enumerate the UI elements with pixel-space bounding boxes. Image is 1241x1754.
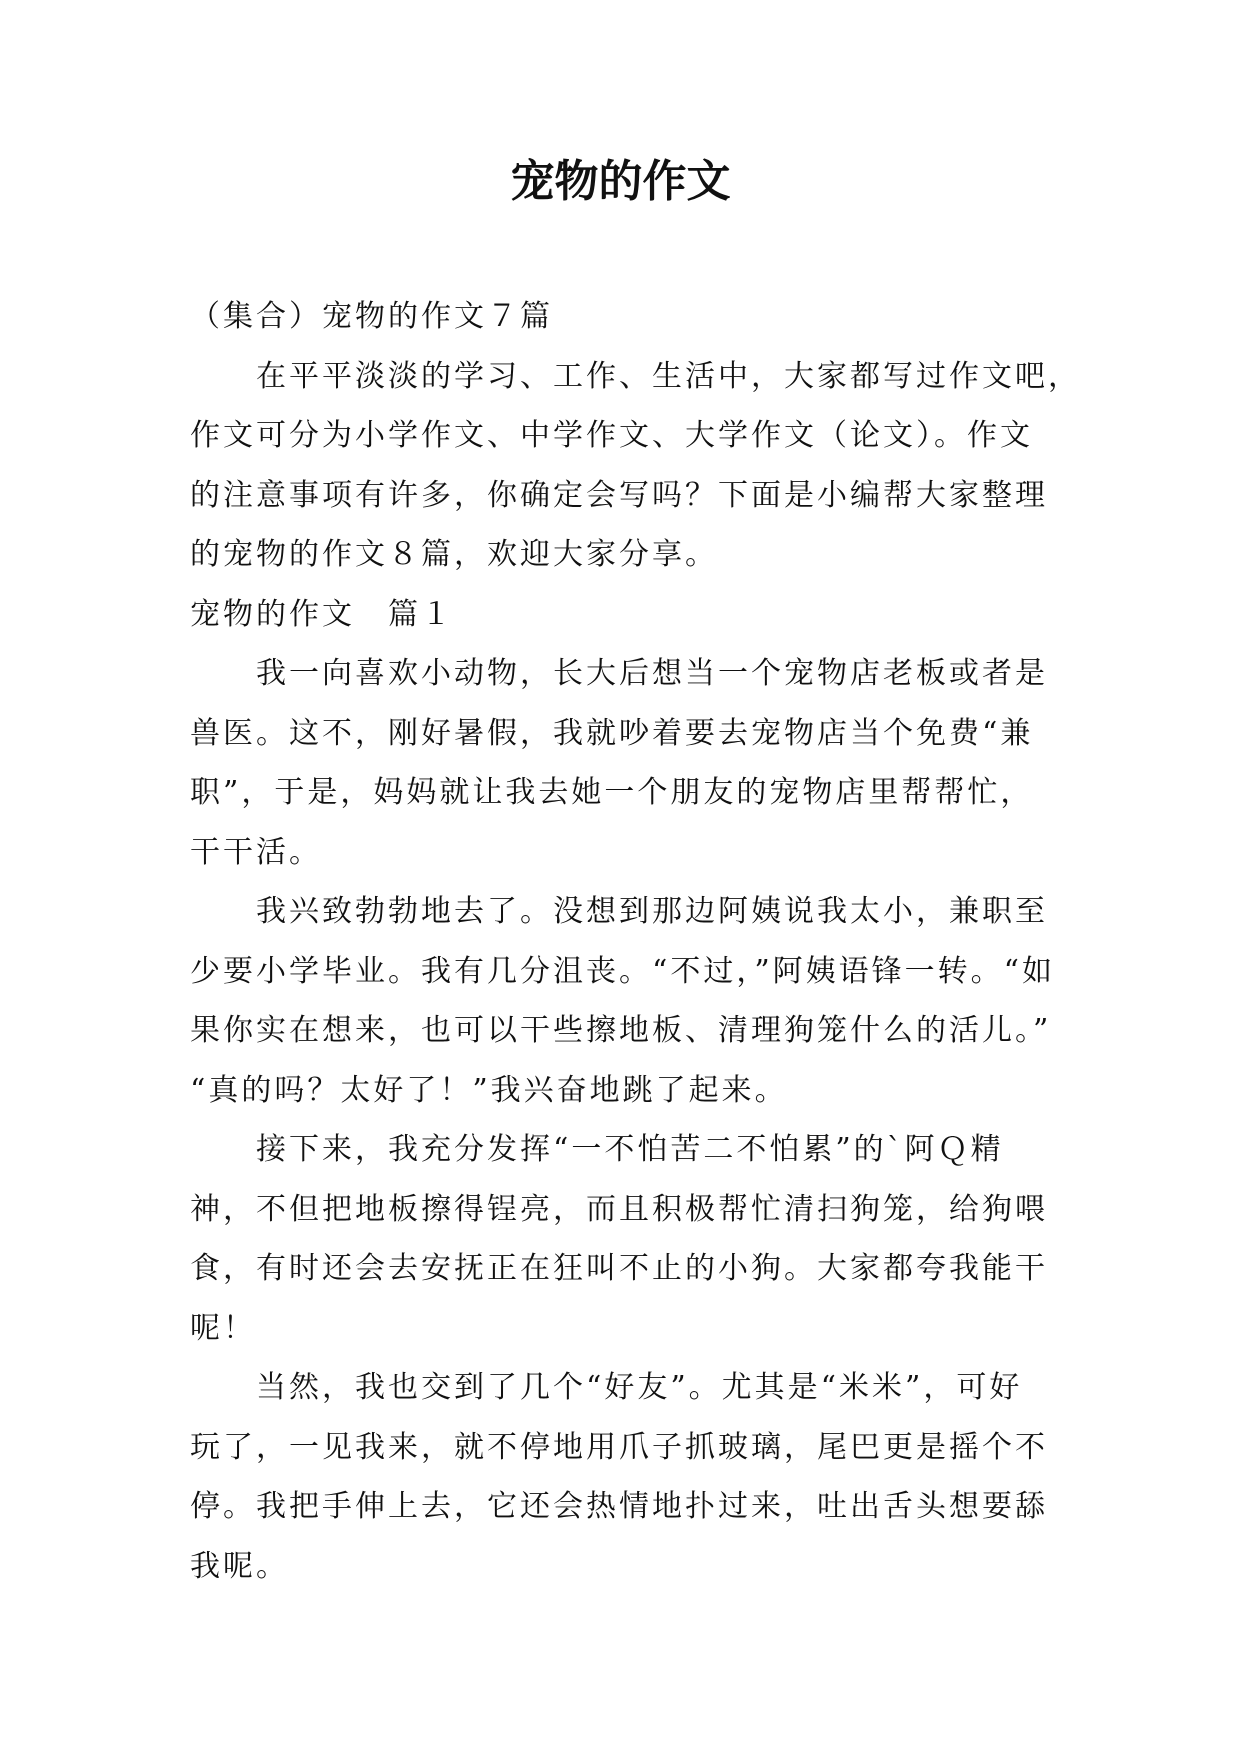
text-line: 职”，于是，妈妈就让我去她一个朋友的宠物店里帮帮忙， (190, 775, 1034, 810)
paragraph-first-line: 当然，我也交到了几个“好友”。尤其是“米米”，可好 (256, 1370, 1023, 1405)
text-line: 作文可分为小学作文、中学作文、大学作文（论文）。作文 (190, 418, 1033, 453)
paragraph-first-line: 接下来，我充分发挥“一不怕苦二不怕累”的`阿Ｑ精 (256, 1132, 1004, 1167)
text-line: 食，有时还会去安抚正在狂叫不止的小狗。大家都夸我能干 (190, 1251, 1048, 1286)
document-title: 宠物的作文 (510, 156, 731, 207)
paragraph-first-line: 我一向喜欢小动物，长大后想当一个宠物店老板或者是 (256, 656, 1048, 691)
text-line: “真的吗？太好了！”我兴奋地跳了起来。 (190, 1072, 788, 1108)
document-body (190, 287, 1081, 1596)
text-line: 果你实在想来，也可以干些擦地板、清理狗笼什么的活儿。” (190, 1013, 1052, 1048)
paragraph-first-line: 在平平淡淡的学习、工作、生活中，大家都写过作文吧， (256, 358, 1081, 394)
text-line: （集合）宠物的作文７篇 (190, 299, 553, 334)
text-line: 宠物的作文 篇１ (190, 596, 454, 632)
text-line: 停。我把手伸上去，它还会热情地扑过来，吐出舌头想要舔 (190, 1489, 1048, 1524)
text-line: 的注意事项有许多，你确定会写吗？下面是小编帮大家整理 (190, 477, 1048, 513)
text-line: 兽医。这不，刚好暑假，我就吵着要去宠物店当个免费“兼 (190, 715, 1034, 751)
text-line: 我呢。 (190, 1548, 289, 1584)
text-line: 呢！ (190, 1310, 256, 1346)
text-line: 干干活。 (190, 834, 322, 870)
paragraph-first-line: 我兴致勃勃地去了。没想到那边阿姨说我太小，兼职至 (256, 894, 1048, 929)
text-line: 神，不但把地板擦得锃亮，而且积极帮忙清扫狗笼，给狗喂 (190, 1191, 1048, 1227)
text-line: 少要小学毕业。我有几分沮丧。“不过，”阿姨语锋一转。“如 (190, 953, 1056, 989)
text-line: 玩了，一见我来，就不停地用爪子抓玻璃，尾巴更是摇个不 (190, 1429, 1048, 1465)
text-line: 的宠物的作文８篇，欢迎大家分享。 (190, 537, 718, 572)
